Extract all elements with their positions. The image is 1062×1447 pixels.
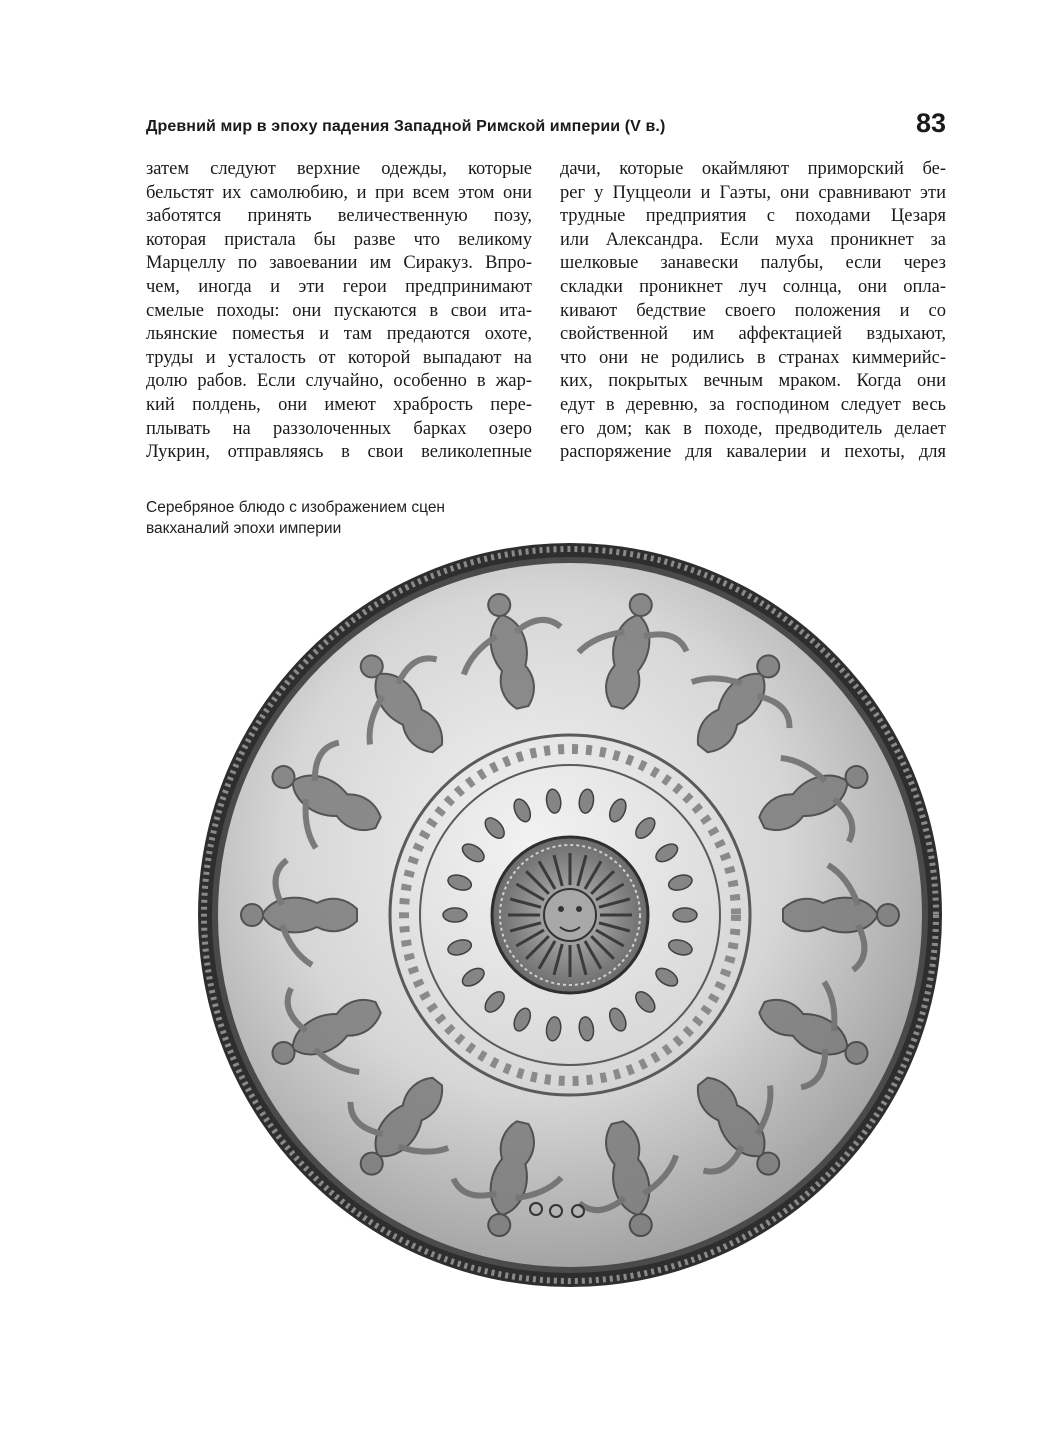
right-text-column — [560, 158, 946, 465]
ring-ornament — [443, 908, 467, 922]
text-line: что они не родились в странах киммерийс- — [560, 347, 946, 368]
text-line: ких, покрытых вечным мраком. Когда они — [560, 371, 946, 392]
text-line: шелковые занавески палубы, если через — [560, 253, 946, 274]
text-line: Лукрин, отправляясь в свои великолепные — [146, 442, 532, 463]
text-line: его дом; как в походе, предводитель делает — [560, 418, 946, 439]
running-title: Древний мир в эпоху падения Западной Римской империи (V в.) — [146, 118, 666, 135]
caption-line: Серебряное блюдо с изображением сцен — [146, 499, 445, 516]
text-line: льянские поместья и там предаются охоте, — [146, 324, 532, 345]
figure-caption — [146, 497, 566, 539]
text-line: Марцеллу по завоевании им Сиракуз. Впро- — [146, 253, 532, 274]
medallion-face — [544, 889, 596, 941]
text-line: свойственной им аффектацией вздыхают, — [560, 324, 946, 345]
text-line: чем, иногда и эти герои предпринимают — [146, 276, 532, 297]
text-line: смелые походы: они пускаются в свои ита- — [146, 300, 532, 321]
text-line: затем следуют верхние одежды, которые — [146, 159, 532, 179]
running-header — [146, 108, 946, 146]
text-line: рег у Пуццеоли и Гаэты, они сравнивают эти — [560, 182, 946, 203]
text-line: дачи, которые окаймляют приморский бе- — [560, 159, 946, 179]
text-line: кий полдень, они имеют храбрость пере- — [146, 394, 532, 415]
text-line: едут в деревню, за господином следует весь — [560, 394, 946, 415]
text-line: складки проникнет луч солнца, они опла- — [560, 276, 946, 297]
text-line: бельстят их самолюбию, и при всем этом они — [146, 182, 532, 203]
silver-plate-illustration — [196, 541, 944, 1289]
text-line: трудные предприятия с походами Цезаря — [560, 206, 946, 227]
text-line: плывать на раззолоченных барках озеро — [146, 418, 532, 439]
text-line: которая пристала бы разве что великому — [146, 229, 532, 250]
left-text-column — [146, 158, 532, 465]
page-number: 83 — [915, 108, 946, 138]
text-line: кивают бедствие своего положения и со — [560, 300, 946, 321]
text-line: заботятся принять величественную позу, — [146, 206, 532, 227]
text-line: долю рабов. Если случайно, особенно в жар- — [146, 371, 532, 392]
silver-plate-image — [196, 541, 944, 1289]
text-line: или Александра. Если муха проникнет за — [560, 229, 946, 250]
text-line: распоряжение для кавалерии и пехоты, для — [560, 442, 946, 463]
ring-ornament — [673, 908, 697, 922]
caption-line: вакханалий эпохи империи — [146, 520, 342, 537]
text-line: труды и усталость от которой выпадают на — [146, 347, 532, 368]
